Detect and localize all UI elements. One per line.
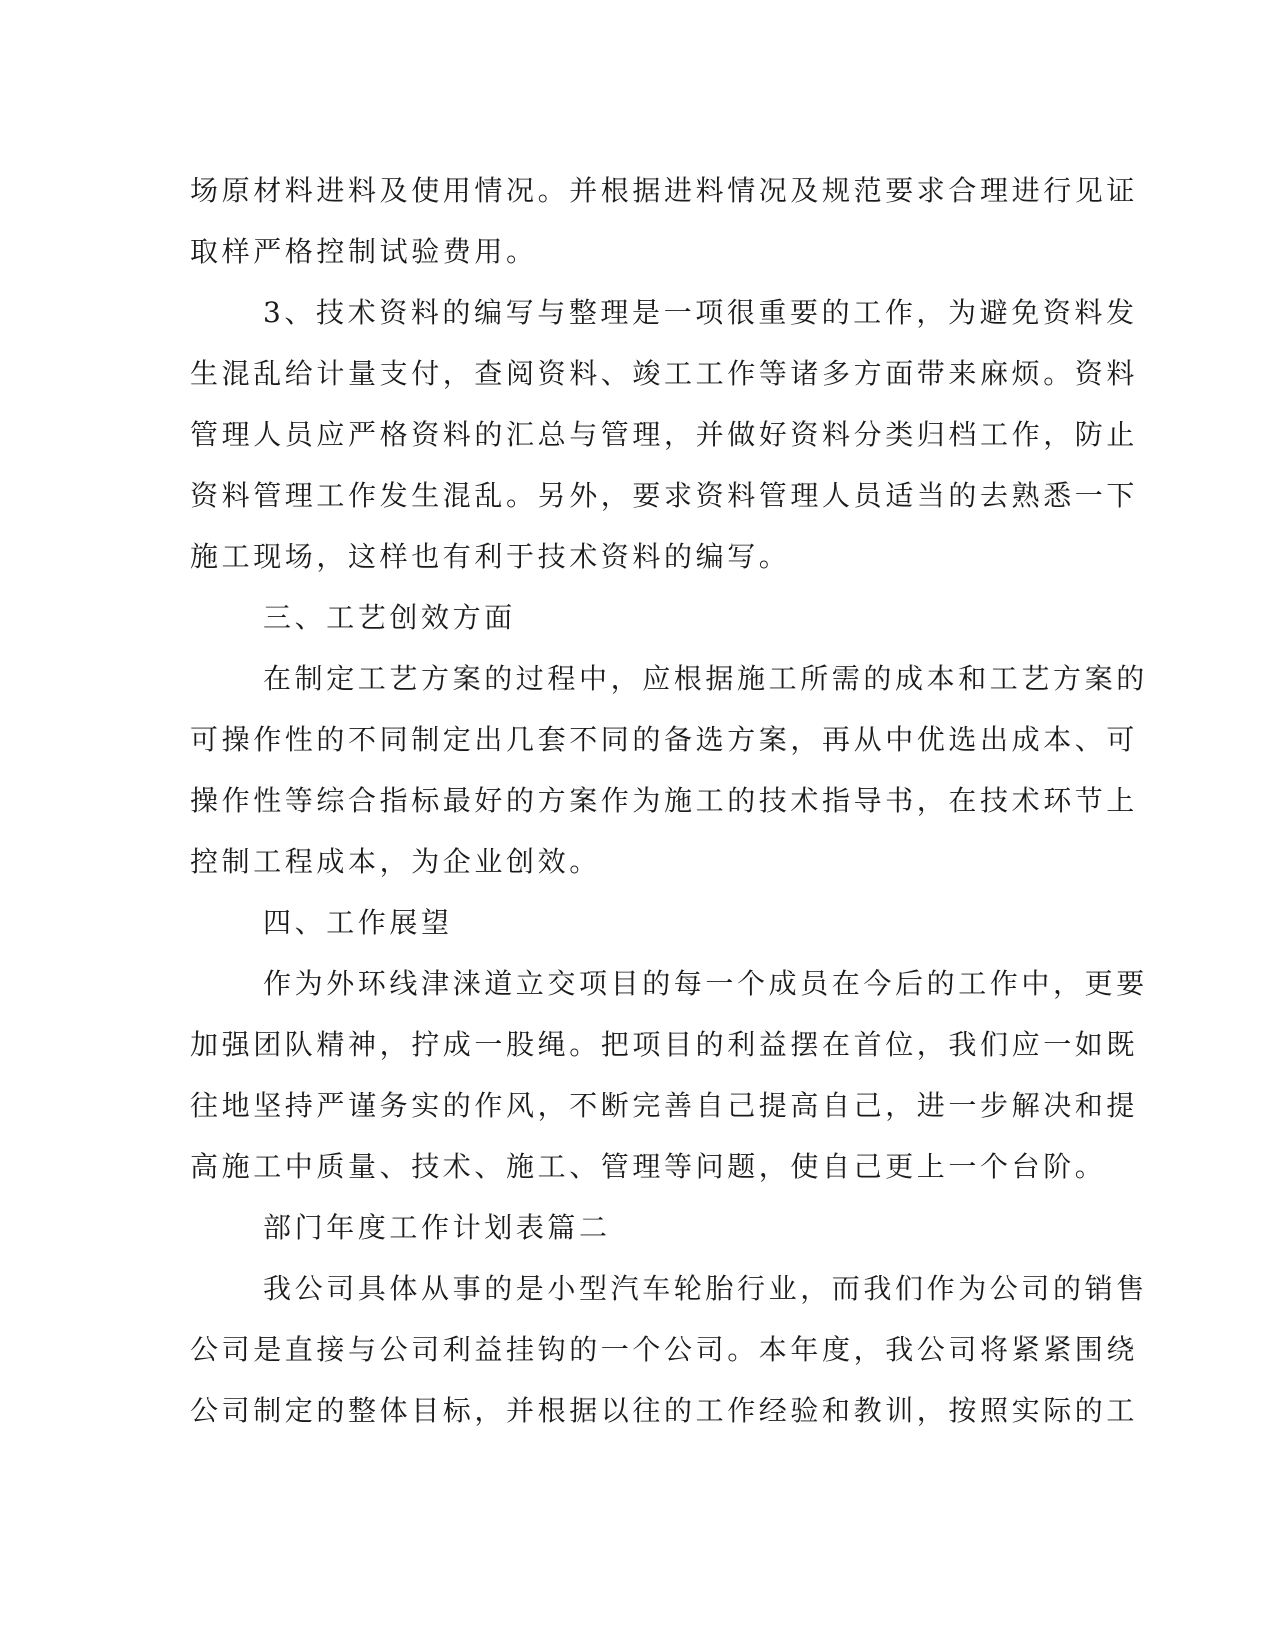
paragraph-line: 生混乱给计量支付，查阅资料、竣工工作等诸多方面带来麻烦。资料 [190,357,1139,390]
paragraph-line: 管理人员应严格资料的汇总与管理，并做好资料分类归档工作，防止 [190,418,1139,451]
document-body [190,160,1148,1441]
paragraph-line: 公司制定的整体目标，并根据以往的工作经验和教训，按照实际的工 [190,1394,1139,1427]
paragraph-line: 往地坚持严谨务实的作风，不断完善自己提高自己，进一步解决和提 [190,1089,1139,1122]
paragraph-line: 在制定工艺方案的过程中，应根据施工所需的成本和工艺方案的 [263,662,1148,695]
paragraph-line: 高施工中质量、技术、施工、管理等问题，使自己更上一个台阶。 [190,1150,1107,1183]
paragraph-line: 加强团队精神，拧成一股绳。把项目的利益摆在首位，我们应一如既 [190,1028,1139,1061]
paragraph-line: 操作性等综合指标最好的方案作为施工的技术指导书，在技术环节上 [190,784,1139,817]
paragraph-line: 可操作性的不同制定出几套不同的备选方案，再从中优选出成本、可 [190,723,1139,756]
paragraph-line: 资料管理工作发生混乱。另外，要求资料管理人员适当的去熟悉一下 [190,479,1139,512]
paragraph-line: 场原材料进料及使用情况。并根据进料情况及规范要求合理进行见证 [190,174,1139,207]
paragraph-line: 取样严格控制试验费用。 [190,235,538,268]
paragraph-line: 我公司具体从事的是小型汽车轮胎行业，而我们作为公司的销售 [263,1272,1148,1305]
section-heading: 三、工艺创效方面 [263,601,516,634]
paragraph-line: 公司是直接与公司利益挂钩的一个公司。本年度，我公司将紧紧围绕 [190,1333,1139,1366]
paragraph-line: 作为外环线津涞道立交项目的每一个成员在今后的工作中，更要 [263,967,1148,1000]
section-heading: 四、工作展望 [263,906,453,939]
paragraph-line: 3、技术资料的编写与整理是一项很重要的工作，为避免资料发 [263,296,1138,329]
section-heading: 部门年度工作计划表篇二 [263,1211,611,1244]
paragraph-line: 控制工程成本，为企业创效。 [190,845,601,878]
paragraph-line: 施工现场，这样也有利于技术资料的编写。 [190,540,791,573]
